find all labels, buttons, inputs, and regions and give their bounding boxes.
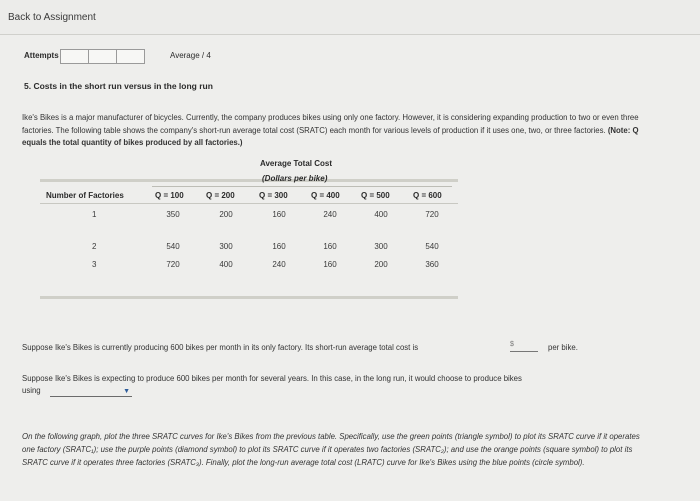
currency-symbol: $	[510, 341, 514, 348]
table-cell: 240	[272, 260, 286, 269]
row-label: 3	[92, 260, 97, 269]
table-title: Average Total Cost	[260, 159, 333, 168]
table-cell: 160	[323, 242, 337, 251]
table-header-rule	[40, 203, 458, 204]
table-cell: 160	[272, 242, 286, 251]
col-q300: Q = 300	[259, 191, 288, 200]
question-title: 5. Costs in the short run versus in the long run	[24, 81, 213, 91]
table-cell: 720	[425, 210, 439, 219]
col-q600: Q = 600	[413, 191, 442, 200]
table-cell: 160	[323, 260, 337, 269]
chevron-down-icon: ▼	[123, 388, 130, 395]
table-cell: 400	[374, 210, 388, 219]
part2-using: using	[22, 386, 41, 395]
question-intro	[22, 112, 662, 150]
factories-dropdown[interactable]	[50, 386, 132, 397]
col-q500: Q = 500	[361, 191, 390, 200]
col-q200: Q = 200	[206, 191, 235, 200]
row-label: 1	[92, 210, 97, 219]
table-cell: 350	[166, 210, 180, 219]
row-header: Number of Factories	[46, 191, 124, 200]
table-cell: 160	[272, 210, 286, 219]
table-cell: 300	[219, 242, 233, 251]
attempt-box-3	[116, 49, 145, 64]
col-q400: Q = 400	[311, 191, 340, 200]
table-cell: 200	[374, 260, 388, 269]
part1-text: Suppose Ike's Bikes is currently producing 600 bikes per month in its only factory. Its short-run average total cost is	[22, 343, 419, 352]
top-bar	[0, 0, 700, 35]
graph-instructions: On the following graph, plot the three SRATC curves for Ike's Bikes from the previous table. Specifically, use the green points (triangle symbol) to plot its SRATC curve if it operates one factory (SRATC₁); use the purple points (diamond symbol) to plot its SRATC curve if it operates two factories (SRATC₂); and use the orange points (square symbol) to plot its SRATC curve if it operates three factories (SRATC₃). Finally, plot the long-run average total cost (LRATC) curve for Ike's Bikes using the blue points (circle symbol).	[22, 432, 640, 467]
note-label: (Note:	[607, 125, 631, 135]
attempt-box-1	[60, 49, 89, 64]
table-cell: 300	[374, 242, 388, 251]
sratc-answer-input[interactable]	[510, 341, 538, 352]
table-top-rule	[40, 179, 458, 182]
part1-suffix: per bike.	[548, 343, 578, 352]
table-subtitle: (Dollars per bike)	[262, 174, 328, 183]
table-bottom-rule	[40, 296, 458, 299]
table-cell: 200	[219, 210, 233, 219]
note-text: Q equals the total quantity of bikes produced by all factories.)	[22, 125, 639, 147]
back-to-assignment-link[interactable]: Back to Assignment	[8, 12, 96, 23]
table-cell: 540	[166, 242, 180, 251]
table-cell: 720	[166, 260, 180, 269]
table-cell: 360	[425, 260, 439, 269]
part2-text: Suppose Ike's Bikes is expecting to produce 600 bikes per month for several years. In this case, in the long run, it would choose to produce bikes	[22, 374, 522, 383]
table-header-divider	[152, 186, 452, 187]
intro-text: Ike's Bikes is a major manufacturer of bicycles. Currently, the company produces bikes using only one factory. However, it is considering expanding production to two or even three factories. The following table shows the company's short-run average total cost (SRATC) each month for various levels of production if it uses one, two, or three factories.	[22, 113, 639, 135]
col-q100: Q = 100	[155, 191, 184, 200]
row-label: 2	[92, 242, 97, 251]
table-cell: 540	[425, 242, 439, 251]
table-cell: 400	[219, 260, 233, 269]
attempts-label: Attempts	[24, 51, 59, 60]
table-cell: 240	[323, 210, 337, 219]
average-label: Average / 4	[170, 51, 211, 60]
attempt-box-2	[88, 49, 117, 64]
